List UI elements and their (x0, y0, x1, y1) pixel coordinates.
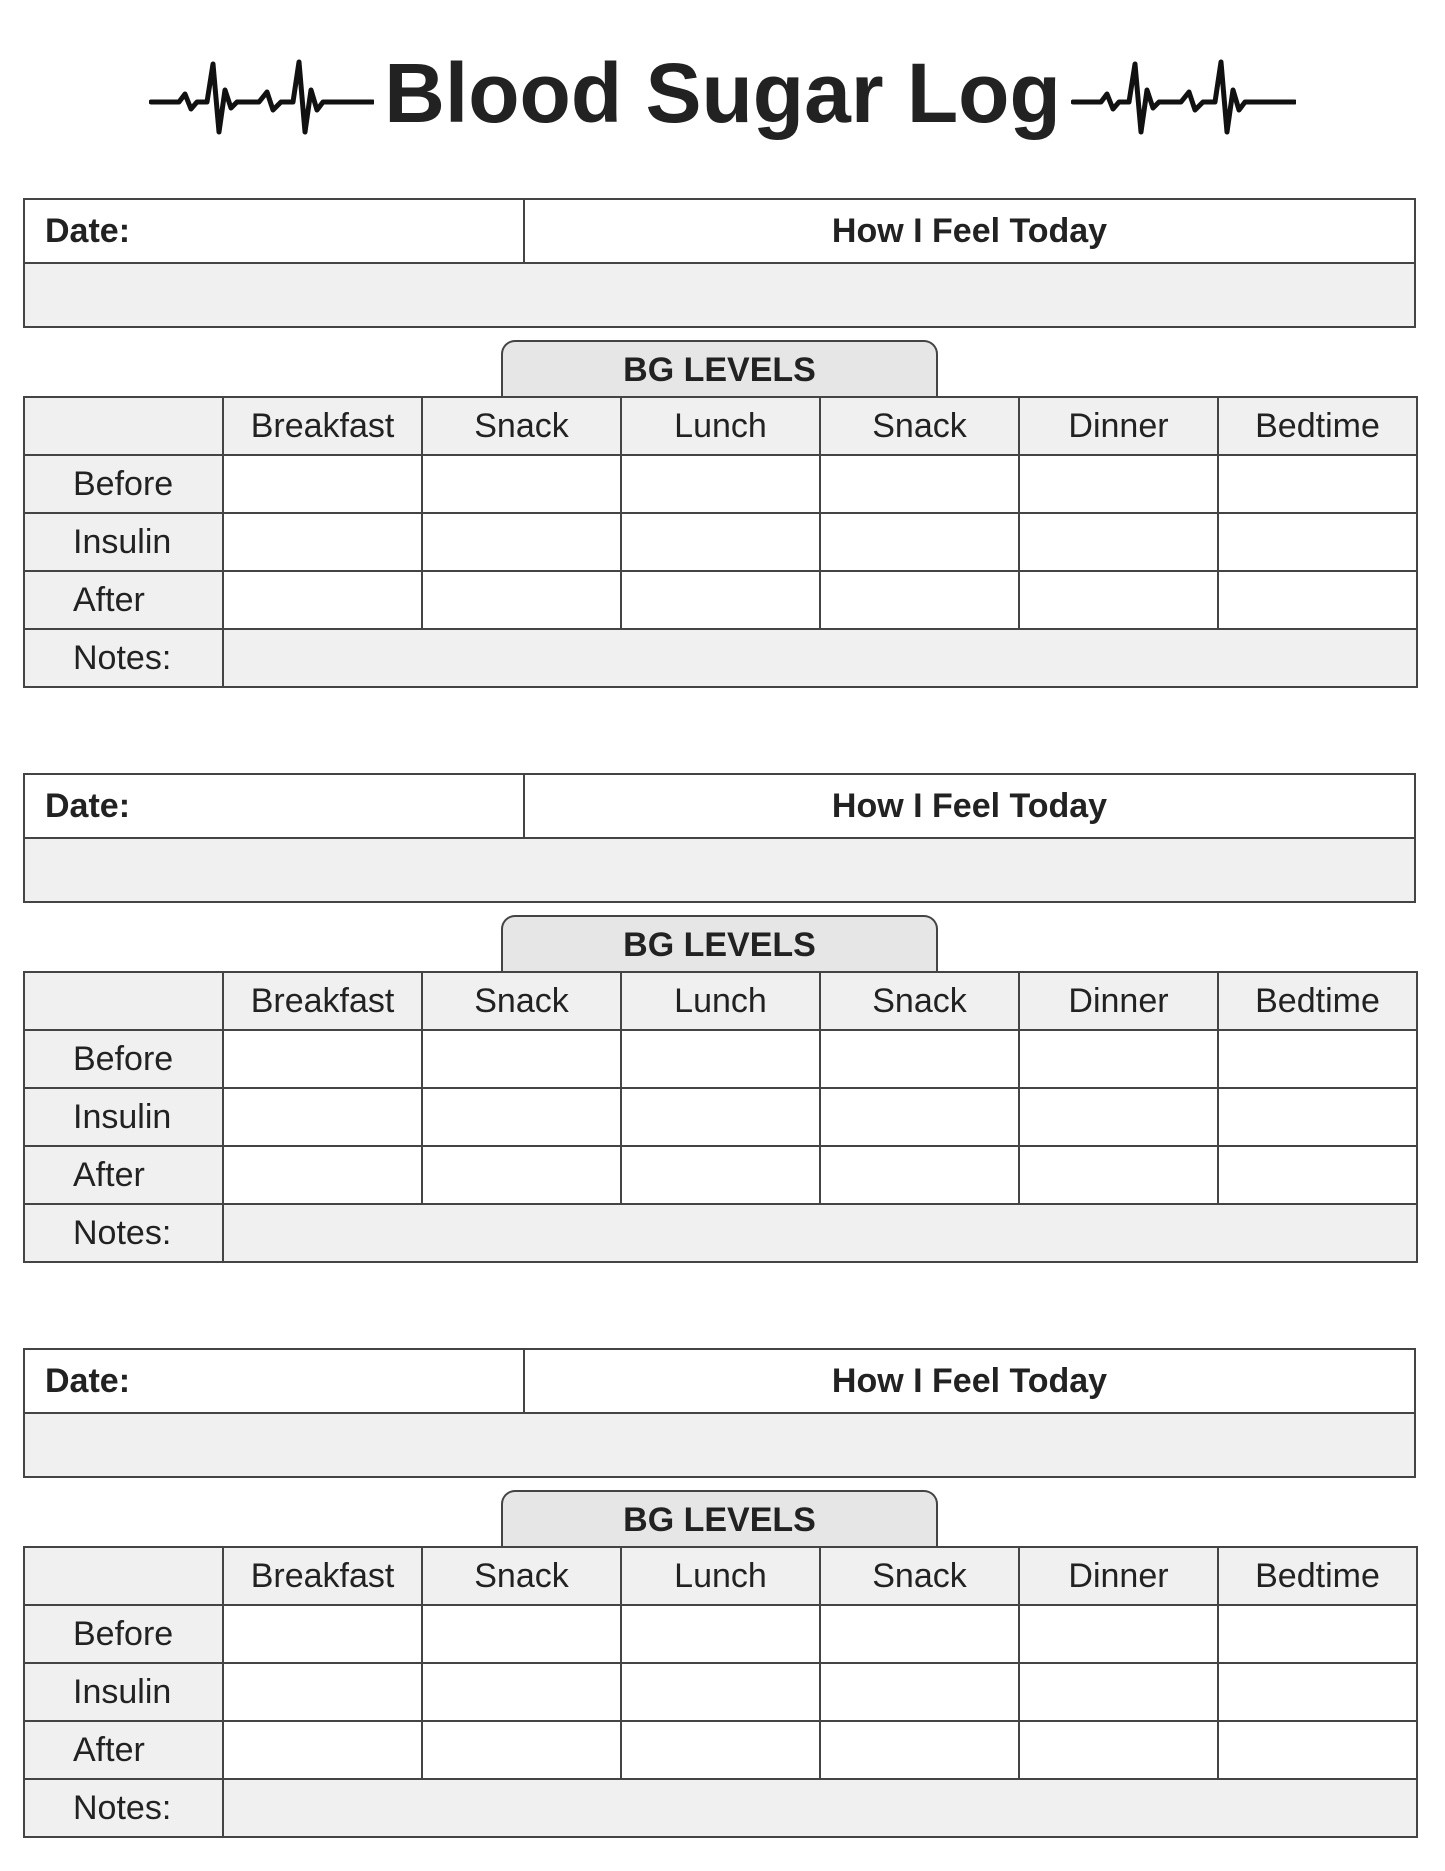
notes-label: Notes: (24, 1204, 223, 1262)
reading-cell[interactable] (820, 1721, 1019, 1779)
reading-cell[interactable] (223, 1088, 422, 1146)
reading-cell[interactable] (422, 455, 621, 513)
table-row (24, 1146, 1417, 1204)
reading-cell[interactable] (422, 1030, 621, 1088)
reading-cell[interactable] (820, 571, 1019, 629)
reading-cell[interactable] (1019, 1663, 1218, 1721)
reading-cell[interactable] (1218, 1030, 1417, 1088)
feel-header: How I Feel Today (525, 200, 1414, 264)
reading-cell[interactable] (422, 513, 621, 571)
bg-levels-table (23, 971, 1418, 1263)
table-header-row (24, 397, 1417, 455)
reading-cell[interactable] (1019, 513, 1218, 571)
reading-cell[interactable] (1019, 1721, 1218, 1779)
table-row (24, 1088, 1417, 1146)
table-row (24, 513, 1417, 571)
reading-cell[interactable] (1218, 1146, 1417, 1204)
reading-cell[interactable] (621, 1605, 820, 1663)
notes-row (24, 1779, 1417, 1837)
column-header: Breakfast (223, 397, 422, 455)
table-row (24, 455, 1417, 513)
table-header-row (24, 972, 1417, 1030)
reading-cell[interactable] (223, 1605, 422, 1663)
reading-cell[interactable] (621, 1146, 820, 1204)
log-entry (23, 198, 1416, 677)
bg-levels-table (23, 1546, 1418, 1838)
notes-field[interactable] (223, 1779, 1417, 1837)
column-header: Dinner (1019, 1547, 1218, 1605)
column-header: Breakfast (223, 1547, 422, 1605)
reading-cell[interactable] (820, 1088, 1019, 1146)
bg-levels-tab: BG LEVELS (501, 915, 938, 973)
reading-cell[interactable] (223, 1663, 422, 1721)
column-header: Dinner (1019, 972, 1218, 1030)
feel-header: How I Feel Today (525, 1350, 1414, 1414)
column-header: Snack (820, 397, 1019, 455)
date-field[interactable]: Date: (25, 1350, 525, 1414)
table-row (24, 1030, 1417, 1088)
reading-cell[interactable] (223, 455, 422, 513)
date-feel-box (23, 198, 1416, 328)
reading-cell[interactable] (1218, 1721, 1417, 1779)
row-label: Insulin (24, 1663, 223, 1721)
reading-cell[interactable] (1019, 1605, 1218, 1663)
notes-field[interactable] (223, 1204, 1417, 1262)
heartbeat-pulse-icon (149, 54, 374, 140)
column-header: Breakfast (223, 972, 422, 1030)
reading-cell[interactable] (621, 1030, 820, 1088)
notes-row (24, 1204, 1417, 1262)
column-header: Snack (820, 1547, 1019, 1605)
date-feel-box (23, 773, 1416, 903)
column-header: Snack (422, 972, 621, 1030)
bg-levels-tab: BG LEVELS (501, 340, 938, 398)
reading-cell[interactable] (1218, 513, 1417, 571)
table-row (24, 1605, 1417, 1663)
row-label: After (24, 571, 223, 629)
heartbeat-pulse-icon (1071, 54, 1296, 140)
column-header: Snack (422, 397, 621, 455)
reading-cell[interactable] (422, 1088, 621, 1146)
reading-cell[interactable] (820, 455, 1019, 513)
feel-header: How I Feel Today (525, 775, 1414, 839)
column-header: Lunch (621, 972, 820, 1030)
reading-cell[interactable] (223, 1721, 422, 1779)
reading-cell[interactable] (820, 1030, 1019, 1088)
reading-cell[interactable] (1019, 1030, 1218, 1088)
feel-input[interactable] (25, 839, 1414, 901)
notes-field[interactable] (223, 629, 1417, 687)
row-label: After (24, 1146, 223, 1204)
reading-cell[interactable] (820, 1146, 1019, 1204)
reading-cell[interactable] (223, 1146, 422, 1204)
reading-cell[interactable] (1019, 1146, 1218, 1204)
page-title: Blood Sugar Log (384, 46, 1061, 140)
row-label: Insulin (24, 513, 223, 571)
notes-label: Notes: (24, 1779, 223, 1837)
table-header-row (24, 1547, 1417, 1605)
notes-label: Notes: (24, 629, 223, 687)
feel-input[interactable] (25, 264, 1414, 326)
reading-cell[interactable] (1019, 571, 1218, 629)
reading-cell[interactable] (1218, 455, 1417, 513)
row-label: After (24, 1721, 223, 1779)
row-label: Before (24, 455, 223, 513)
corner-cell (24, 1547, 223, 1605)
log-entry (23, 773, 1416, 1252)
corner-cell (24, 972, 223, 1030)
column-header: Bedtime (1218, 1547, 1417, 1605)
reading-cell[interactable] (1019, 1088, 1218, 1146)
reading-cell[interactable] (422, 1146, 621, 1204)
reading-cell[interactable] (820, 513, 1019, 571)
reading-cell[interactable] (1218, 1088, 1417, 1146)
column-header: Bedtime (1218, 397, 1417, 455)
reading-cell[interactable] (422, 1721, 621, 1779)
reading-cell[interactable] (223, 513, 422, 571)
reading-cell[interactable] (621, 513, 820, 571)
row-label: Before (24, 1030, 223, 1088)
reading-cell[interactable] (1218, 1605, 1417, 1663)
reading-cell[interactable] (422, 1605, 621, 1663)
row-label: Insulin (24, 1088, 223, 1146)
page-header (0, 38, 1445, 148)
corner-cell (24, 397, 223, 455)
table-row (24, 1721, 1417, 1779)
reading-cell[interactable] (223, 1030, 422, 1088)
reading-cell[interactable] (820, 1605, 1019, 1663)
reading-cell[interactable] (621, 1088, 820, 1146)
column-header: Snack (820, 972, 1019, 1030)
reading-cell[interactable] (1019, 455, 1218, 513)
column-header: Bedtime (1218, 972, 1417, 1030)
reading-cell[interactable] (223, 571, 422, 629)
table-row (24, 1663, 1417, 1721)
reading-cell[interactable] (1218, 571, 1417, 629)
reading-cell[interactable] (422, 1663, 621, 1721)
row-label: Before (24, 1605, 223, 1663)
reading-cell[interactable] (621, 1663, 820, 1721)
reading-cell[interactable] (621, 1721, 820, 1779)
date-field[interactable]: Date: (25, 200, 525, 264)
reading-cell[interactable] (422, 571, 621, 629)
column-header: Lunch (621, 397, 820, 455)
log-entry (23, 1348, 1416, 1827)
notes-row (24, 629, 1417, 687)
reading-cell[interactable] (1218, 1663, 1417, 1721)
table-row (24, 571, 1417, 629)
date-field[interactable]: Date: (25, 775, 525, 839)
reading-cell[interactable] (621, 571, 820, 629)
column-header: Lunch (621, 1547, 820, 1605)
feel-input[interactable] (25, 1414, 1414, 1476)
bg-levels-table (23, 396, 1418, 688)
reading-cell[interactable] (621, 455, 820, 513)
date-feel-box (23, 1348, 1416, 1478)
column-header: Snack (422, 1547, 621, 1605)
bg-levels-tab: BG LEVELS (501, 1490, 938, 1548)
reading-cell[interactable] (820, 1663, 1019, 1721)
column-header: Dinner (1019, 397, 1218, 455)
